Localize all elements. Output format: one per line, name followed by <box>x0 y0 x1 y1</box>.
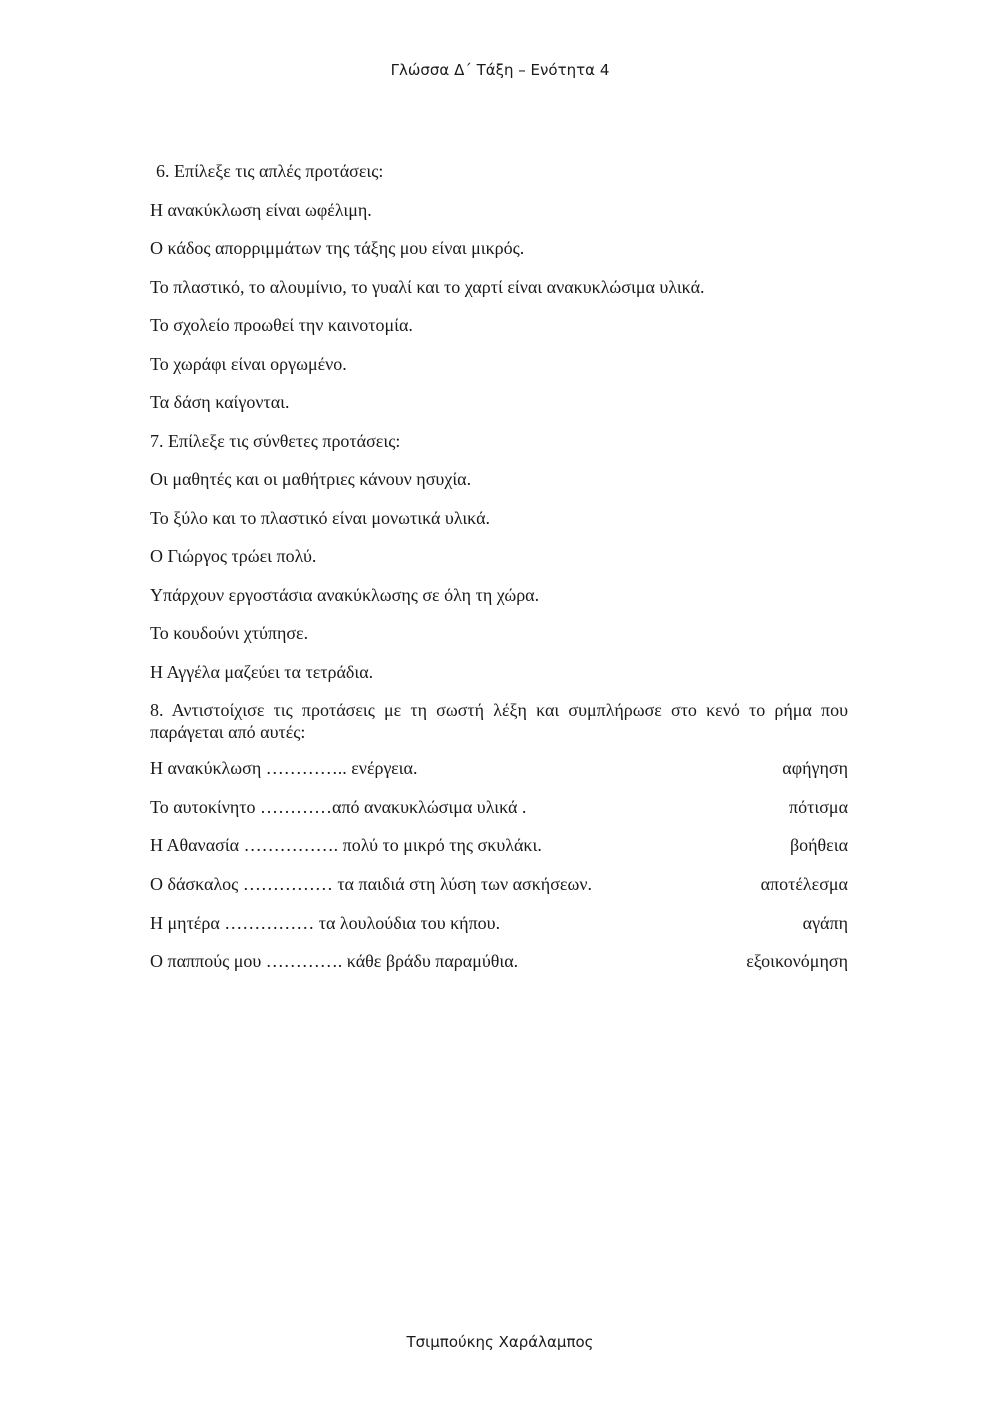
q8-word[interactable]: εξοικονόμηση <box>746 951 848 972</box>
q8-match-row <box>150 912 848 934</box>
q8-match-row <box>150 757 848 779</box>
q8-sentence[interactable]: Ο δάσκαλος …………… τα παιδιά στη λύση των ασκήσεων. <box>150 874 592 895</box>
q7-sentence[interactable]: Οι μαθητές και οι μαθήτριες κάνουν ησυχία. <box>150 469 472 489</box>
q8-match-row <box>150 834 848 856</box>
q8-match-row <box>150 873 848 895</box>
q7-sentence[interactable]: Το κουδούνι χτύπησε. <box>150 623 309 643</box>
worksheet-body <box>150 160 848 989</box>
q8-match-row <box>150 950 848 972</box>
page-header: Γλώσσα Δ΄ Τάξη – Ενότητα 4 <box>390 61 610 79</box>
q8-word[interactable]: αγάπη <box>802 912 848 933</box>
q8-word[interactable]: πότισμα <box>789 796 848 817</box>
q6-sentence[interactable]: Τα δάση καίγονται. <box>150 392 290 412</box>
q7-sentence[interactable]: Ο Γιώργος τρώει πολύ. <box>150 546 317 566</box>
q8-word[interactable]: βοήθεια <box>789 835 848 856</box>
q8-sentence[interactable]: Το αυτοκίνητο …………από ανακυκλώσιμα υλικά . <box>150 796 527 817</box>
q6-sentence[interactable]: Ο κάδος απορριμμάτων της τάξης μου είναι μικρός. <box>150 238 525 258</box>
q6-sentence[interactable]: Η ανακύκλωση είναι ωφέλιμη. <box>150 199 372 220</box>
q8-sentence[interactable]: Η μητέρα …………… τα λουλούδια του κήπου. <box>150 912 501 933</box>
q8-title: 8. Αντιστοίχισε τις προτάσεις με τη σωστή λέξη και συμπλήρωσε στο κενό το ρήμα που παράγεται από αυτές: <box>150 700 848 742</box>
q6-sentence[interactable]: Το σχολείο προωθεί την καινοτομία. <box>150 315 413 335</box>
q8-word[interactable]: αφήγηση <box>782 758 848 778</box>
q6-sentence[interactable]: Το πλαστικό, το αλουμίνιο, το γυαλί και το χαρτί είναι ανακυκλώσιμα υλικά. <box>150 276 705 297</box>
q6-title: 6. Επίλεξε τις απλές προτάσεις: <box>156 161 384 181</box>
q8-sentence[interactable]: Ο παππούς μου …………. κάθε βράδυ παραμύθια. <box>150 951 519 972</box>
q8-match-row <box>150 796 848 818</box>
q7-sentence[interactable]: Η Αγγέλα μαζεύει τα τετράδια. <box>150 661 374 682</box>
q8-sentence[interactable]: Η Αθανασία ……………. πολύ το μικρό της σκυλάκι. <box>150 835 542 856</box>
q7-title: 7. Επίλεξε τις σύνθετες προτάσεις: <box>150 430 401 451</box>
q8-word[interactable]: αποτέλεσμα <box>760 874 848 895</box>
q7-sentence[interactable]: Το ξύλο και το πλαστικό είναι μονωτικά υλικά. <box>150 507 491 528</box>
q6-sentence[interactable]: Το χωράφι είναι οργωμένο. <box>150 353 347 374</box>
q8-sentence[interactable]: Η ανακύκλωση ………….. ενέργεια. <box>150 758 418 778</box>
page-footer: Τσιμπούκης Χαράλαμπος <box>406 1333 594 1351</box>
q7-sentence[interactable]: Υπάρχουν εργοστάσια ανακύκλωσης σε όλη τη χώρα. <box>150 584 540 605</box>
